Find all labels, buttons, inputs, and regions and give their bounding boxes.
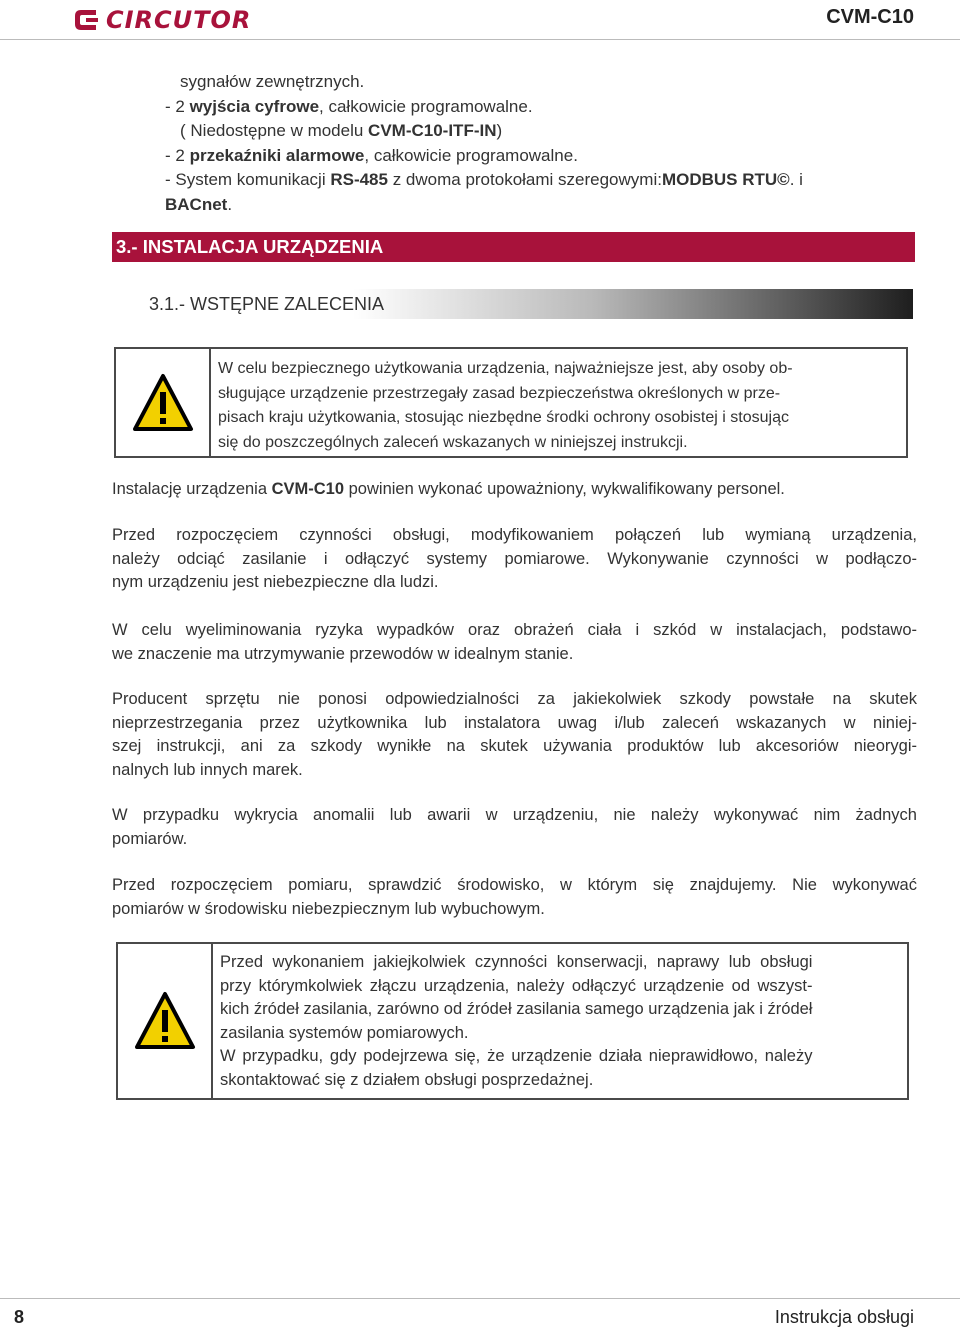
text-run: należy odciąć zasilanie i odłączyć systemy pomiarowe. Wykonywanie czynności w podłączo- bbox=[112, 549, 917, 568]
warning-text bbox=[211, 349, 801, 456]
text-run: W celu wyeliminowania ryzyka wypadków oraz obrażeń ciała i szkód w instalacjach, podstawo- bbox=[112, 621, 917, 639]
bold-text: CVM-C10 bbox=[271, 480, 345, 498]
text-line bbox=[165, 119, 925, 144]
model-title: CVM-C10 bbox=[826, 6, 914, 28]
bold-text: przekaźniki alarmowe bbox=[189, 145, 365, 165]
text-run: z dwoma protokołami szeregowymi: bbox=[387, 170, 662, 189]
text-run: Producent sprzętu nie ponosi odpowiedzialności za jakiekolwiek szkody powstałe na skutek bbox=[112, 690, 917, 708]
warning-line: W przypadku, gdy podejrzewa się, że urządzenie działa nieprawidłowo, należy bbox=[220, 1047, 813, 1065]
bold-text: BACnet bbox=[165, 194, 228, 214]
paragraph bbox=[112, 874, 917, 921]
text-line bbox=[112, 712, 917, 736]
text-line bbox=[165, 144, 925, 169]
paragraph bbox=[112, 804, 917, 851]
paragraph bbox=[112, 478, 917, 502]
text-line bbox=[165, 95, 925, 120]
footer-divider bbox=[0, 1298, 960, 1299]
text-run: nalnych lub innych marek. bbox=[112, 760, 303, 779]
bold-text: MODBUS RTU© bbox=[661, 170, 790, 189]
header-divider bbox=[0, 39, 960, 40]
warning-box-safety bbox=[114, 347, 908, 458]
warning-line: W celu bezpiecznego użytkowania urządzenia, najważniejsze jest, aby osoby ob- bbox=[218, 360, 793, 377]
text-line bbox=[165, 70, 925, 95]
text-run: nym urządzeniu jest niebezpieczne dla ludzi. bbox=[112, 573, 439, 591]
text-line bbox=[112, 735, 917, 759]
text-run: - 2 bbox=[165, 145, 190, 165]
subsection-heading bbox=[113, 289, 913, 319]
text-line bbox=[112, 759, 917, 783]
warning-line: się do poszczególnych zaleceń wskazanych w niniejszej instrukcji. bbox=[218, 433, 688, 451]
text-line bbox=[112, 478, 917, 502]
warning-text bbox=[213, 944, 820, 1098]
text-run: Przed rozpoczęciem pomiaru, sprawdzić środowisko, w którym się znajdujemy. Nie wykonywać bbox=[112, 876, 917, 894]
warning-line: skontaktować się z działem obsługi posprzedażnej. bbox=[220, 1070, 594, 1089]
warning-triangle-icon bbox=[132, 373, 194, 433]
warning-line: pisach kraju użytkowania, stosując niezbędne środki ochrony osobistej i stosując bbox=[218, 409, 789, 426]
text-run: nieprzestrzegania przez użytkownika lub instalatora uwag i/lub zaleceń wskazanych w niniej- bbox=[112, 713, 917, 732]
text-line bbox=[112, 874, 917, 898]
text-run: powinien wykonać upoważniony, wykwalifikowany personel. bbox=[344, 480, 785, 498]
text-line bbox=[112, 619, 917, 643]
warning-line: przy którymkolwiek złączu urządzenia, należy odłączyć urządzenie od wszyst- bbox=[220, 976, 813, 995]
text-run: pomiarów. bbox=[112, 829, 188, 848]
text-run: . bbox=[227, 194, 233, 214]
text-line bbox=[112, 571, 917, 595]
text-line bbox=[112, 548, 917, 572]
paragraph bbox=[112, 524, 917, 595]
paragraph bbox=[112, 619, 917, 666]
text-run: ) bbox=[496, 121, 503, 140]
text-run: , całkowicie programowalne. bbox=[364, 145, 578, 165]
text-run: Przed rozpoczęciem czynności obsługi, modyfikowaniem połączeń lub wymianą urządzenia, bbox=[112, 526, 917, 544]
brand-name: CIRCUTOR bbox=[106, 6, 252, 34]
bold-text: RS-485 bbox=[330, 170, 388, 189]
text-run: ( Niedostępne w modelu bbox=[180, 121, 369, 140]
text-run: pomiarów w środowisku niebezpiecznym lub wybuchowym. bbox=[112, 899, 545, 918]
section-heading bbox=[112, 232, 915, 262]
paragraph bbox=[112, 688, 917, 782]
bold-text: wyjścia cyfrowe bbox=[189, 96, 320, 116]
circutor-logo-icon bbox=[72, 5, 102, 35]
warning-line: Przed wykonaniem jakiejkolwiek czynności konserwacji, naprawy lub obsługi bbox=[220, 953, 813, 971]
text-line bbox=[112, 804, 917, 828]
warning-line: sługujące urządzenie przestrzegały zasad bezpieczeństwa określonych w prze- bbox=[218, 384, 781, 402]
text-line bbox=[112, 524, 917, 548]
text-line bbox=[112, 643, 917, 667]
text-run: szej instrukcji, ani za szkody wynikłe na skutek używania produktów lub akcesoriów nieorygi- bbox=[112, 737, 917, 755]
text-run: , całkowicie programowalne. bbox=[319, 96, 533, 116]
feature-list bbox=[165, 70, 925, 217]
text-run: Instalację urządzenia bbox=[112, 480, 272, 498]
warning-line: kich źródeł zasilania, zarówno od źródeł zasilania samego urządzenia jak i źródeł bbox=[220, 1000, 813, 1018]
text-line bbox=[112, 688, 917, 712]
warning-triangle-icon bbox=[134, 991, 196, 1051]
section-title: 3.- INSTALACJA URZĄDZENIA bbox=[116, 236, 384, 257]
text-run: - 2 bbox=[165, 96, 190, 116]
bold-text: CVM-C10-ITF-IN bbox=[368, 121, 497, 140]
text-line bbox=[112, 828, 917, 852]
text-line bbox=[165, 168, 925, 193]
text-run: - System komunikacji bbox=[165, 170, 331, 189]
text-run: W przypadku wykrycia anomalii lub awarii w urządzeniu, nie należy wykonywać nim żadnych bbox=[112, 806, 917, 824]
text-run: we znaczenie ma utrzymywanie przewodów w idealnym stanie. bbox=[112, 644, 574, 663]
text-run: sygnałów zewnętrznych. bbox=[180, 72, 365, 91]
brand-logo bbox=[72, 3, 251, 37]
text-run: . i bbox=[789, 170, 803, 189]
footer-title: Instrukcja obsługi bbox=[774, 1307, 914, 1327]
warning-box-maintenance bbox=[116, 942, 909, 1100]
text-line bbox=[112, 898, 917, 922]
text-line bbox=[165, 193, 925, 218]
page-number: 8 bbox=[14, 1307, 25, 1327]
warning-line: zasilania systemów pomiarowych. bbox=[220, 1023, 469, 1042]
subsection-title: 3.1.- WSTĘPNE ZALECENIA bbox=[149, 293, 385, 314]
